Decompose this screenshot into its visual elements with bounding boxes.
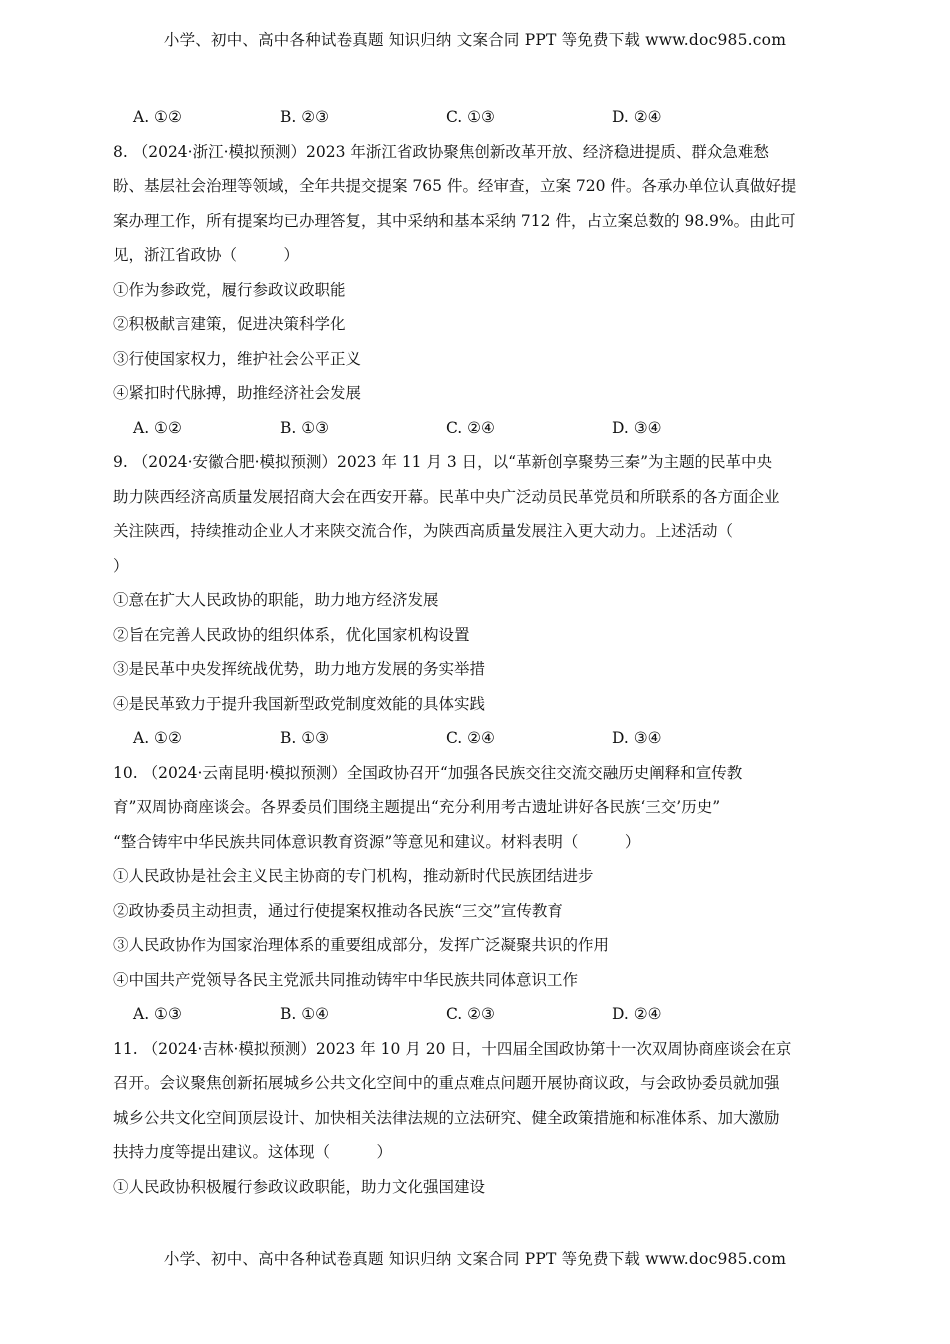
q9-option-a: A. ①② [133,729,182,747]
question-10 [113,756,835,1032]
q9-stem-line: ） [113,556,129,575]
q8-item: ②积极献言建策，促进决策科学化 [113,315,346,333]
q9-stem-line: 助力陕西经济高质量发展招商大会在西安开幕。民革中央广泛动员民革党员和所联系的各方面企业 [113,487,780,506]
q8-stem-line: 盼、基层社会治理等领域，全年共提交提案 765 件。经审查，立案 720 件。各承办单位认真做好提 [113,177,797,195]
q7-option-d: D. ②④ [612,108,662,126]
q11-stem-line: 召开。会议聚焦创新拓展城乡公共文化空间中的重点难点问题开展协商议政，与会政协委员就加强 [113,1074,780,1092]
q10-item: ③人民政协作为国家治理体系的重要组成部分，发挥广泛凝聚共识的作用 [113,936,610,954]
q8-option-c: C. ②④ [446,418,495,437]
q7-option-a: A. ①② [133,108,182,126]
q10-options [113,997,835,1032]
q9-stem-line: 9. （2024·安徽合肥·模拟预测）2023 年 11 月 3 日，以“革新创享聚势三秦”为主题的民革中央 [113,453,773,471]
q8-options [113,411,835,446]
q10-stem-line: 10. （2024·云南昆明·模拟预测）全国政协召开“加强各民族交往交流交融历史阐释和宣传教 [113,763,743,782]
q10-item: ②政协委员主动担责，通过行使提案权推动各民族“三交”宣传教育 [113,901,563,920]
question-8 [113,135,835,446]
q7-option-c: C. ①③ [446,108,495,126]
q8-stem-line: 8. （2024·浙江·模拟预测）2023 年浙江省政协聚焦创新改革开放、经济稳进提质、群众急难愁 [113,142,769,161]
q8-stem-line: 见，浙江省政协（ ） [113,246,300,264]
q11-stem-line: 扶持力度等提出建议。这体现（ ） [113,1143,393,1161]
q9-item: ①意在扩大人民政协的职能，助力地方经济发展 [113,591,439,609]
q11-stem-line: 11. （2024·吉林·模拟预测）2023 年 10 月 20 日，十四届全国政协第十一次双周协商座谈会在京 [113,1039,792,1058]
q10-option-b: B. ①④ [280,1005,330,1023]
q10-option-d: D. ②④ [612,1005,662,1023]
q10-option-c: C. ②③ [446,1005,495,1023]
q7-option-b: B. ②③ [280,108,330,126]
q8-option-a: A. ①② [133,418,182,437]
q9-item: ④是民革致力于提升我国新型政党制度效能的具体实践 [113,694,486,713]
q8-stem-line: 案办理工作，所有提案均已办理答复，其中采纳和基本采纳 712 件，占立案总数的 98.9%。由此可 [113,211,796,230]
q11-stem-line: 城乡公共文化空间顶层设计、加快相关法律法规的立法研究、健全政策措施和标准体系、加大激励 [113,1108,780,1127]
q9-item: ③是民革中央发挥统战优势，助力地方发展的务实举措 [113,660,486,678]
q8-option-b: B. ①③ [280,418,330,437]
q8-item: ①作为参政党，履行参政议政职能 [113,280,346,299]
q9-option-c: C. ②④ [446,729,495,747]
q9-item: ②旨在完善人民政协的组织体系，优化国家机构设置 [113,625,470,644]
exam-content [113,100,835,1204]
q8-item: ③行使国家权力，维护社会公平正义 [113,349,362,368]
q9-option-b: B. ①③ [280,729,330,747]
question-9 [113,445,835,756]
page-header: 小学、初中、高中各种试卷真题 知识归纳 文案合同 PPT 等免费下载 www.doc985.com [163,31,787,49]
q9-option-d: D. ③④ [612,729,662,747]
q10-item: ④中国共产党领导各民主党派共同推动铸牢中华民族共同体意识工作 [113,970,579,989]
question-11 [113,1032,835,1205]
q7-options [113,100,835,135]
q8-option-d: D. ③④ [612,418,662,437]
q10-item: ①人民政协是社会主义民主协商的专门机构，推动新时代民族团结进步 [113,867,594,885]
q11-item: ①人民政协积极履行参政议政职能，助力文化强国建设 [113,1177,486,1196]
q10-stem-line: 育”双周协商座谈会。各界委员们围绕主题提出“充分利用考古遗址讲好各民族‘三交’历史” [113,798,721,816]
q8-item: ④紧扣时代脉搏，助推经济社会发展 [113,384,362,402]
q10-option-a: A. ①③ [133,1005,182,1023]
q10-stem-line: “整合铸牢中华民族共同体意识教育资源”等意见和建议。材料表明（ ） [113,832,641,851]
page-footer: 小学、初中、高中各种试卷真题 知识归纳 文案合同 PPT 等免费下载 www.doc985.com [163,1250,787,1268]
q9-stem-line: 关注陕西，持续推动企业人才来陕交流合作，为陕西高质量发展注入更大动力。上述活动（ [113,522,734,540]
q9-options [113,721,835,756]
